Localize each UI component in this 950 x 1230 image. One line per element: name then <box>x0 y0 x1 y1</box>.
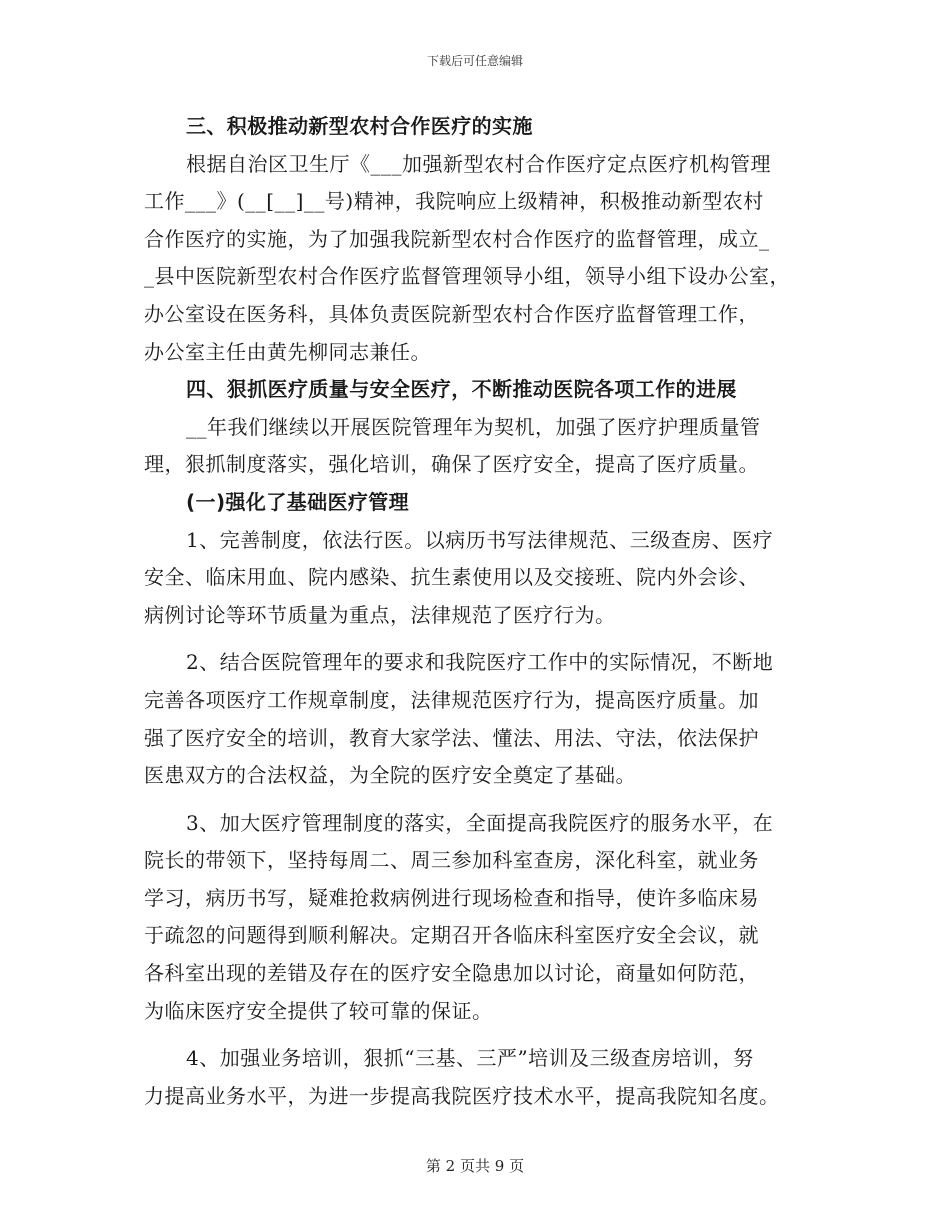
subsection-heading-1: (一)强化了基础医疗管理 <box>186 489 410 514</box>
paragraph-line: 4、加强业务培训，狠抓“三基、三严”培训及三级查房培训，努 <box>186 1046 754 1071</box>
paragraph-line: 安全、临床用血、院内感染、抗生素使用以及交接班、院内外会诊、 <box>144 565 759 590</box>
paragraph-line: 力提高业务水平，为进一步提高我院医疗技术水平，提高我院知名度。 <box>144 1083 780 1108</box>
document-body <box>144 108 814 1115</box>
paragraph-line: 学习，病历书写，疑难抢救病例进行现场检查和指导，使许多临床易 <box>144 885 759 910</box>
paragraph-line: 1、完善制度，依法行医。以病历书写法律规范、三级查房、医疗 <box>186 527 774 552</box>
paragraph-line: 3、加大医疗管理制度的落实，全面提高我院医疗的服务水平，在 <box>186 810 774 835</box>
section-heading-3: 三、积极推动新型农村合作医疗的实施 <box>186 114 533 138</box>
page-number-footer: 第 2 页共 9 页 <box>425 1157 525 1175</box>
paragraph-line: 病例讨论等环节质量为重点，法律规范了医疗行为。 <box>144 602 616 627</box>
paragraph-line: __年我们继续以开展医院管理年为契机，加强了医疗护理质量管 <box>186 414 761 439</box>
paragraph-line: 根据自治区卫生厅《___加强新型农村合作医疗定点医疗机构管理 <box>186 151 771 176</box>
paragraph-line: 2、结合医院管理年的要求和我院医疗工作中的实际情况，不断地 <box>186 650 774 675</box>
paragraph-line: 强了医疗安全的培训，教育大家学法、懂法、用法、守法，依法保护 <box>144 725 759 750</box>
page-header-note: 下载后可任意编辑 <box>426 54 523 68</box>
section-heading-4: 四、狠抓医疗质量与安全医疗，不断推动医院各项工作的进展 <box>186 377 737 402</box>
paragraph-line: _县中医院新型农村合作医疗监督管理领导小组，领导小组下设办公室， <box>144 264 790 289</box>
paragraph-line: 合作医疗的实施，为了加强我院新型农村合作医疗的监督管理，成立_ <box>144 226 770 251</box>
paragraph-line: 各科室出现的差错及存在的医疗安全隐患加以讨论，商量如何防范， <box>144 961 759 986</box>
paragraph-line: 办公室主任由黄先柳同志兼任。 <box>144 339 431 364</box>
paragraph-line: 于疏忽的问题得到顺利解决。定期召开各临床科室医疗安全会议，就 <box>144 923 759 948</box>
paragraph-line: 完善各项医疗工作规章制度，法律规范医疗行为，提高医疗质量。加 <box>144 687 759 712</box>
paragraph-line: 办公室设在医务科，具体负责医院新型农村合作医疗监督管理工作， <box>144 301 759 326</box>
paragraph-line: 院长的带领下，坚持每周二、周三参加科室查房，深化科室，就业务 <box>144 848 759 873</box>
paragraph-line: 为临床医疗安全提供了较可靠的保证。 <box>144 998 493 1023</box>
paragraph-line: 工作___》(__[__]__号)精神，我院响应上级精神，积极推动新型农村 <box>144 189 764 214</box>
paragraph-line: 理，狠抓制度落实，强化培训，确保了医疗安全，提高了医疗质量。 <box>144 452 759 477</box>
paragraph-line: 医患双方的合法权益，为全院的医疗安全奠定了基础。 <box>144 763 636 788</box>
